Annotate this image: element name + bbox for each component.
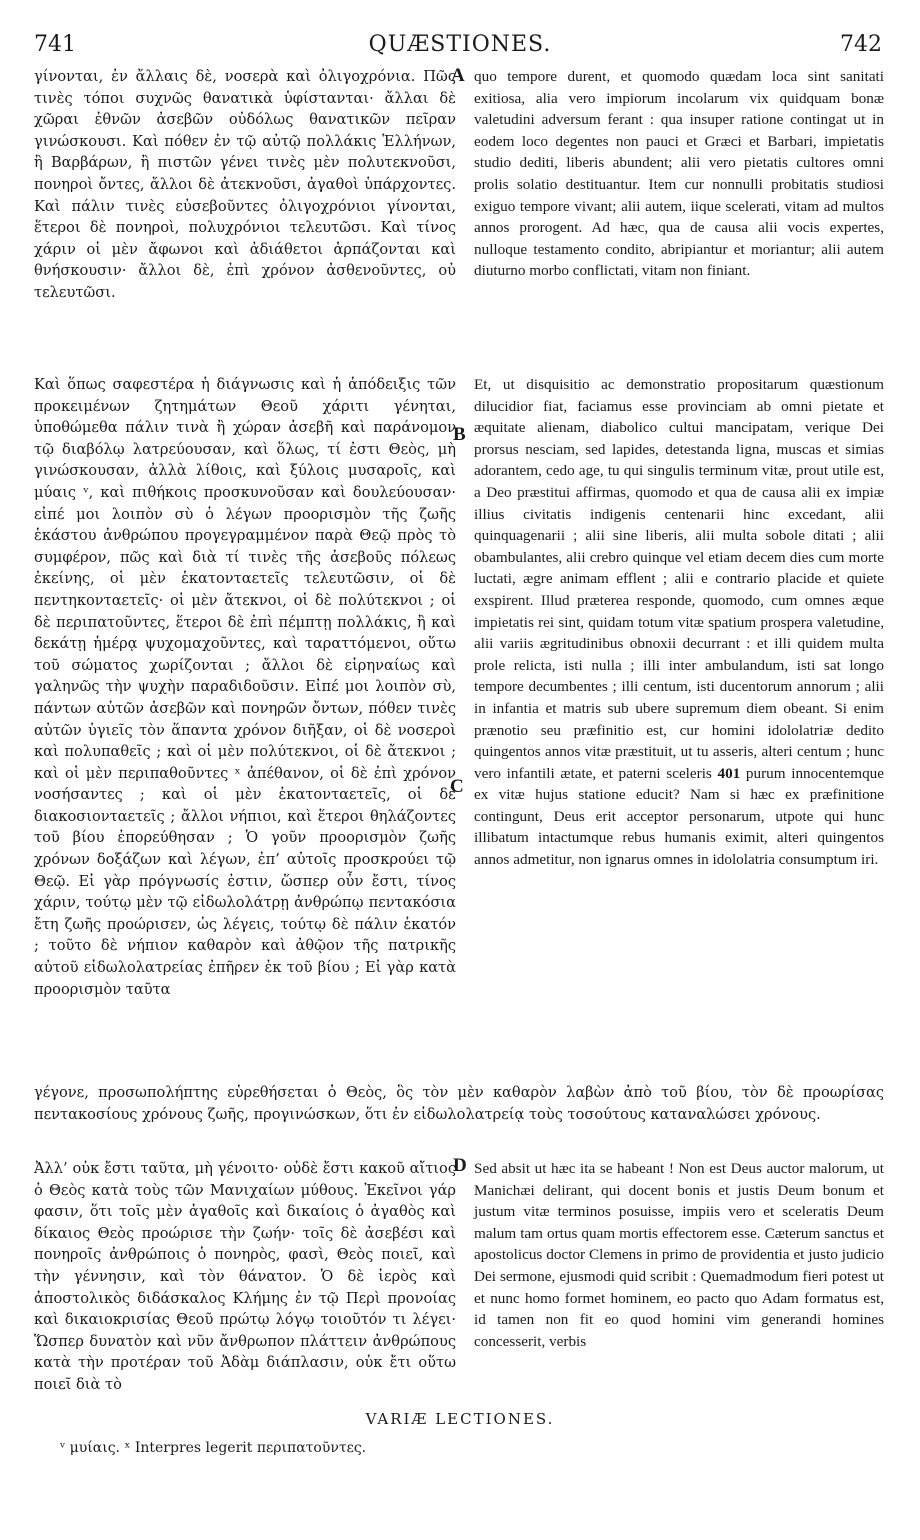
latin-text: purum innocentemque ex vitæ hujus statione educit? Nam si hæc ex præfinitione contingunt, Deus erit acceptor personarum, utpote qui hunc illibatum intactumque rebus humanis eximit, alteri quingentos annos admetitur, non ignarus omnes in idololatria consumptum iri. <box>474 764 885 869</box>
latin-column-section-d <box>474 1158 884 1352</box>
section-marker-b: B <box>453 424 466 445</box>
page-number-left: 741 <box>34 32 76 57</box>
greek-column-section-b <box>34 374 456 1000</box>
variae-lectiones-title: VARIÆ LECTIONES. <box>365 1410 555 1428</box>
latin-paragraph: Sed absit ut hæc ita se habeant ! Non est Deus auctor malorum, ut Manichæi delirant, qui docent bonis et justis Deum bonum et justum vitæ terminos posuisse, impiis vero et sceleratis Deum malum tam ortus quam mortis effectorem esse. Cæterum sanctus et apostolicus doctor Clemens in primo de providentia et justo judicio Dei sermone, ejusmodi quid scribit : Quemadmodum fieri potest ut et nunc homo formet hominem, eo pacto quo Adam formatus est, id tamen non fit eo quod homini vim generandi homines concesserit, verbis <box>474 1160 884 1350</box>
greek-column-section-a <box>34 66 456 304</box>
latin-paragraph <box>474 374 884 871</box>
greek-paragraph: γίνονται, ἐν ἄλλαις δὲ, νοσερὰ καὶ ὀλιγοχρόνια. Πῶς τινὲς τόποι συχνῶς θανατικὰ ὑφίστανται· ἄλλαι δὲ χῶραι ἐθνῶν ἀσεβῶν οὐδόλως θανατικῶν πεῖραν γινώσκουσι. Καὶ πόθεν ἐν τῷ αὐτῷ πολλάκις Ἑλλήνων, ἢ Βαρβάρων, ἢ πιστῶν γένει τινὲς μὲν πολυτεκνοῦσι, πονηροὶ ὄντες, ἄλλοι δὲ ἀτεκνοῦσι, ἀγαθοὶ ὑπάρχοντες. Καὶ πάλιν τινὲς εὐσεβοῦντες ὀλιγοχρόνιοι γίνονται, ἕτεροι δὲ πονηροὶ, πολυχρόνιοι τελευτῶσι. Καὶ τίνος χάριν οἱ μὲν ἄφωνοι καὶ ἀδιάθετοι ἁρπάζονται καὶ θνήσκουσιν· ἄλλοι δὲ, ἐπὶ χρόνον ἀσθενοῦντες, οὐ τελευτῶσι. <box>34 68 456 301</box>
latin-column-section-a <box>474 66 884 282</box>
section-marker-c: C <box>450 776 464 797</box>
greek-paragraph: Καὶ ὅπως σαφεστέρα ἡ διάγνωσις καὶ ἡ ἀπόδειξις τῶν προκειμένων ζητημάτων Θεοῦ χάριτι γένηται, ὑποθώμεθα πάλιν τινὰ ἢ χώραν ἀσεβῆ καὶ παράνομον τῷ διαβόλῳ λατρεύουσαν, καὶ ὅλως, τί ἐστι Θεὸς, μὴ γινώσκουσαν, ἀλλὰ λίθοις, καὶ ξύλοις μυσαροῖς, καὶ μύαις ᵛ, καὶ πιθήκοις προσκυνοῦσαν καὶ δουλεύουσαν· εἰπέ μοι λοιπὸν σὺ ὁ λέγων προορισμὸν τῆς ζωῆς ἑκάστου ἀνθρώπου προγεγραμμένον παρὰ Θεῷ πρὸς τὸ συμφέρον, πῶς καὶ διὰ τί τινὲς τῆς ἀσεβοῦς πόλεως ἐκείνης, οἱ μὲν ἑκατονταετεῖς τελευτῶσιν, οἱ δὲ πεντηκονταετεῖς· οἱ μὲν ἄτεκνοι, οἱ δὲ πολύτεκνοι ; οἱ δὲ περιπατοῦντες, ἕτεροι δὲ ἐπὶ πέμπτῃ πολλάκις, ἢ καὶ δεκάτῃ ἡμέρᾳ ψυχομαχοῦντες, καὶ ταραττόμενοι, οὕτω τοῦ σώματος χωρίζονται ; ἄλλοι δὲ εἰρηναίως καὶ γαληνῶς τὴν ψυχὴν παραδιδοῦσιν. Εἰπέ μοι λοιπὸν σὺ, πάντων αὐτῶν ἀσεβῶν καὶ πονηρῶν ὄντων, πόθεν τινὲς αὐτῶν ὑγιεῖς τὸν ἅπαντα χρόνον διῆξαν, οἱ δὲ νοσεροὶ καὶ πολυπαθεῖς ; καὶ οἱ μὲν πολύτεκνοι, οἱ δὲ ἄτεκνοι ; καὶ οἱ μὲν περιπαθοῦντες ˣ ἀπέθανον, οἱ δὲ ἐπὶ χρόνον νοσήσαντες ; καὶ οἱ μὲν ἑκατονταετεῖς, οἱ δὲ διακοσιονταετεῖς ; ἄλλοι νήπιοι, καὶ ἕτεροι θηλάζοντες τοῦ βίου ἐπορεύθησαν ; Ὁ γοῦν προορισμὸν ζωῆς χρόνων δοξάζων καὶ λέγων, ἐπ’ αὐτοῖς προσκρούει τῷ Θεῷ. Εἰ γὰρ πρόγνωσίς ἐστιν, ὥσπερ οὖν ἔστι, τίνος χάριν, τούτῳ μὲν τῷ εἰδωλολάτρῃ ἀνθρώπῳ πεντακόσια ἔτη ζωῆς προώρισεν, ὡς λέγεις, τούτῳ δὲ πάλιν ἑκατόν ; τοῦτο δὲ νήπιον καθαρὸν καὶ ἀθῷον τῆς πατρικῆς αὐτοῦ εἰδωλολατρείας ἐπῆρεν ἐκ τοῦ βίου ; Εἰ γὰρ κατὰ προορισμὸν ταῦτα <box>34 376 456 998</box>
page-number-right: 742 <box>840 32 882 57</box>
latin-text: Et, ut disquisitio ac demonstratio propositarum quæstionum dilucidior fiat, faciamus esse provinciam ab omni pietate et æquitate alienam, diabolico cultui mancipatam, verique Dei prorsus nesciam, sed lapides, detestanda ligna, muscas et simias adorantem, cedo age, tu qui singulis terminum vitæ, prout utile est, a Deo præstitui affirmas, quomodo et qua de causa alii ex impiæ illius civitatis indigenis centenarii hinc excedant, alii quinquagenarii ; alii sine liberis, alii multa sobole ditati ; alii obambulantes, alii crebro quinque vel etiam decem dies cum morte luctati, ægre animam efflent ; alii e contrario placide et quiete exspirent. Illud præterea responde, quomodo, cum omnes æque impietatis rei sint, quidam totum vitæ spatium prospera valetudine, alii variis ægritudinibus obnoxii decurrant : et illi quidem multa prole relicta, isti nulla ; illi inter ambulandum, isti sat longo tempore decumbentes ; illi centum, isti ducentorum annorum ; alii in infantia et matris sub ubere supremum diem obeant. Si enim prænotio seu præfinitio est, cur homini idololatriæ dedito quingentos annos vitæ præstituit, ut tu asseris, alteri centum ; hunc vero infantili ætate, et paterni sceleris <box>474 376 884 782</box>
greek-paragraph: Ἀλλ’ οὐκ ἔστι ταῦτα, μὴ γένοιτο· οὐδὲ ἔστι κακοῦ αἴτιος ὁ Θεὸς κατὰ τοὺς τῶν Μανιχαίων μύθους. Ἐκεῖνοι γάρ φασιν, ὅτι τοῖς μὲν ἀγαθοῖς καὶ δικαίοις ὁ ἀγαθὸς καὶ δίκαιος Θεὸς προώρισε τὴν ζωήν· τοῖς δὲ ἀσεβέσι καὶ πονηροῖς ἀνθρώποις ὁ πονηρὸς, φασὶ, Θεὸς ποιεῖ, καὶ τὴν γέννησιν, καὶ τὸν θάνατον. Ὁ δὲ ἱερὸς καὶ ἀποστολικὸς διδάσκαλος Κλήμης ἐν τῷ Περὶ προνοίας καὶ δικαιοκρισίας Θεοῦ πρώτῳ λόγῳ τοιοῦτόν τι λέγει· Ὥσπερ δυνατὸν καὶ νῦν ἄνθρωπον πλάττειν ἀνθρώπους κατὰ τὴν προτέραν τοῦ Ἀδὰμ διάπλασιν, οὐκ ἔτι οὕτω ποιεῖ διὰ τὸ <box>34 1160 456 1393</box>
section-marker-d: D <box>453 1155 467 1176</box>
variae-lectiones-notes: ᵛ μυίαις. ˣ Interpres legerit περιπατοῦντες. <box>60 1440 367 1456</box>
greek-column-section-d <box>34 1158 456 1396</box>
column-number: 401 <box>717 764 741 782</box>
latin-paragraph: quo tempore durent, et quomodo quædam loca sint sanitati exitiosa, alia vero impiorum incolarum vix quidquam bonæ valetudini adversum ferant : qua insuper ratione contingat ut in eodem loco degentes non pauci et Græci et Barbari, impietatis studio dediti, liberis abundent; alii vero pietatis cultores omni prolis solatio destituantur. Item cur nonnulli probitatis studiosi exiguo tempore vivant; alii autem, iique scelerati, vitam ad multos annos prorogent. Ad hæc, qua de causa alii vocis expertes, nulloque testamento condito, abripiantur et moriantur; alii autem diuturno morbo conflictati, vitam non finiant. <box>474 68 884 280</box>
greek-full-width-line: γέγονε, προσωπολήπτης εὑρεθήσεται ὁ Θεὸς, ὃς τὸν μὲν καθαρὸν λαβὼν ἀπὸ τοῦ βίου, τὸν δὲ προωρίσας πεντακοσίους χρόνους ζωῆς, προγινώσκων, ὅτι ἐν εἰδωλολατρείᾳ τοὺς τοσούτους καταναλώσει χρόνους. <box>34 1084 884 1123</box>
section-marker-a: A <box>451 65 465 86</box>
latin-column-section-b <box>474 374 884 871</box>
page-header <box>0 28 920 62</box>
running-title: QUÆSTIONES. <box>368 32 552 57</box>
